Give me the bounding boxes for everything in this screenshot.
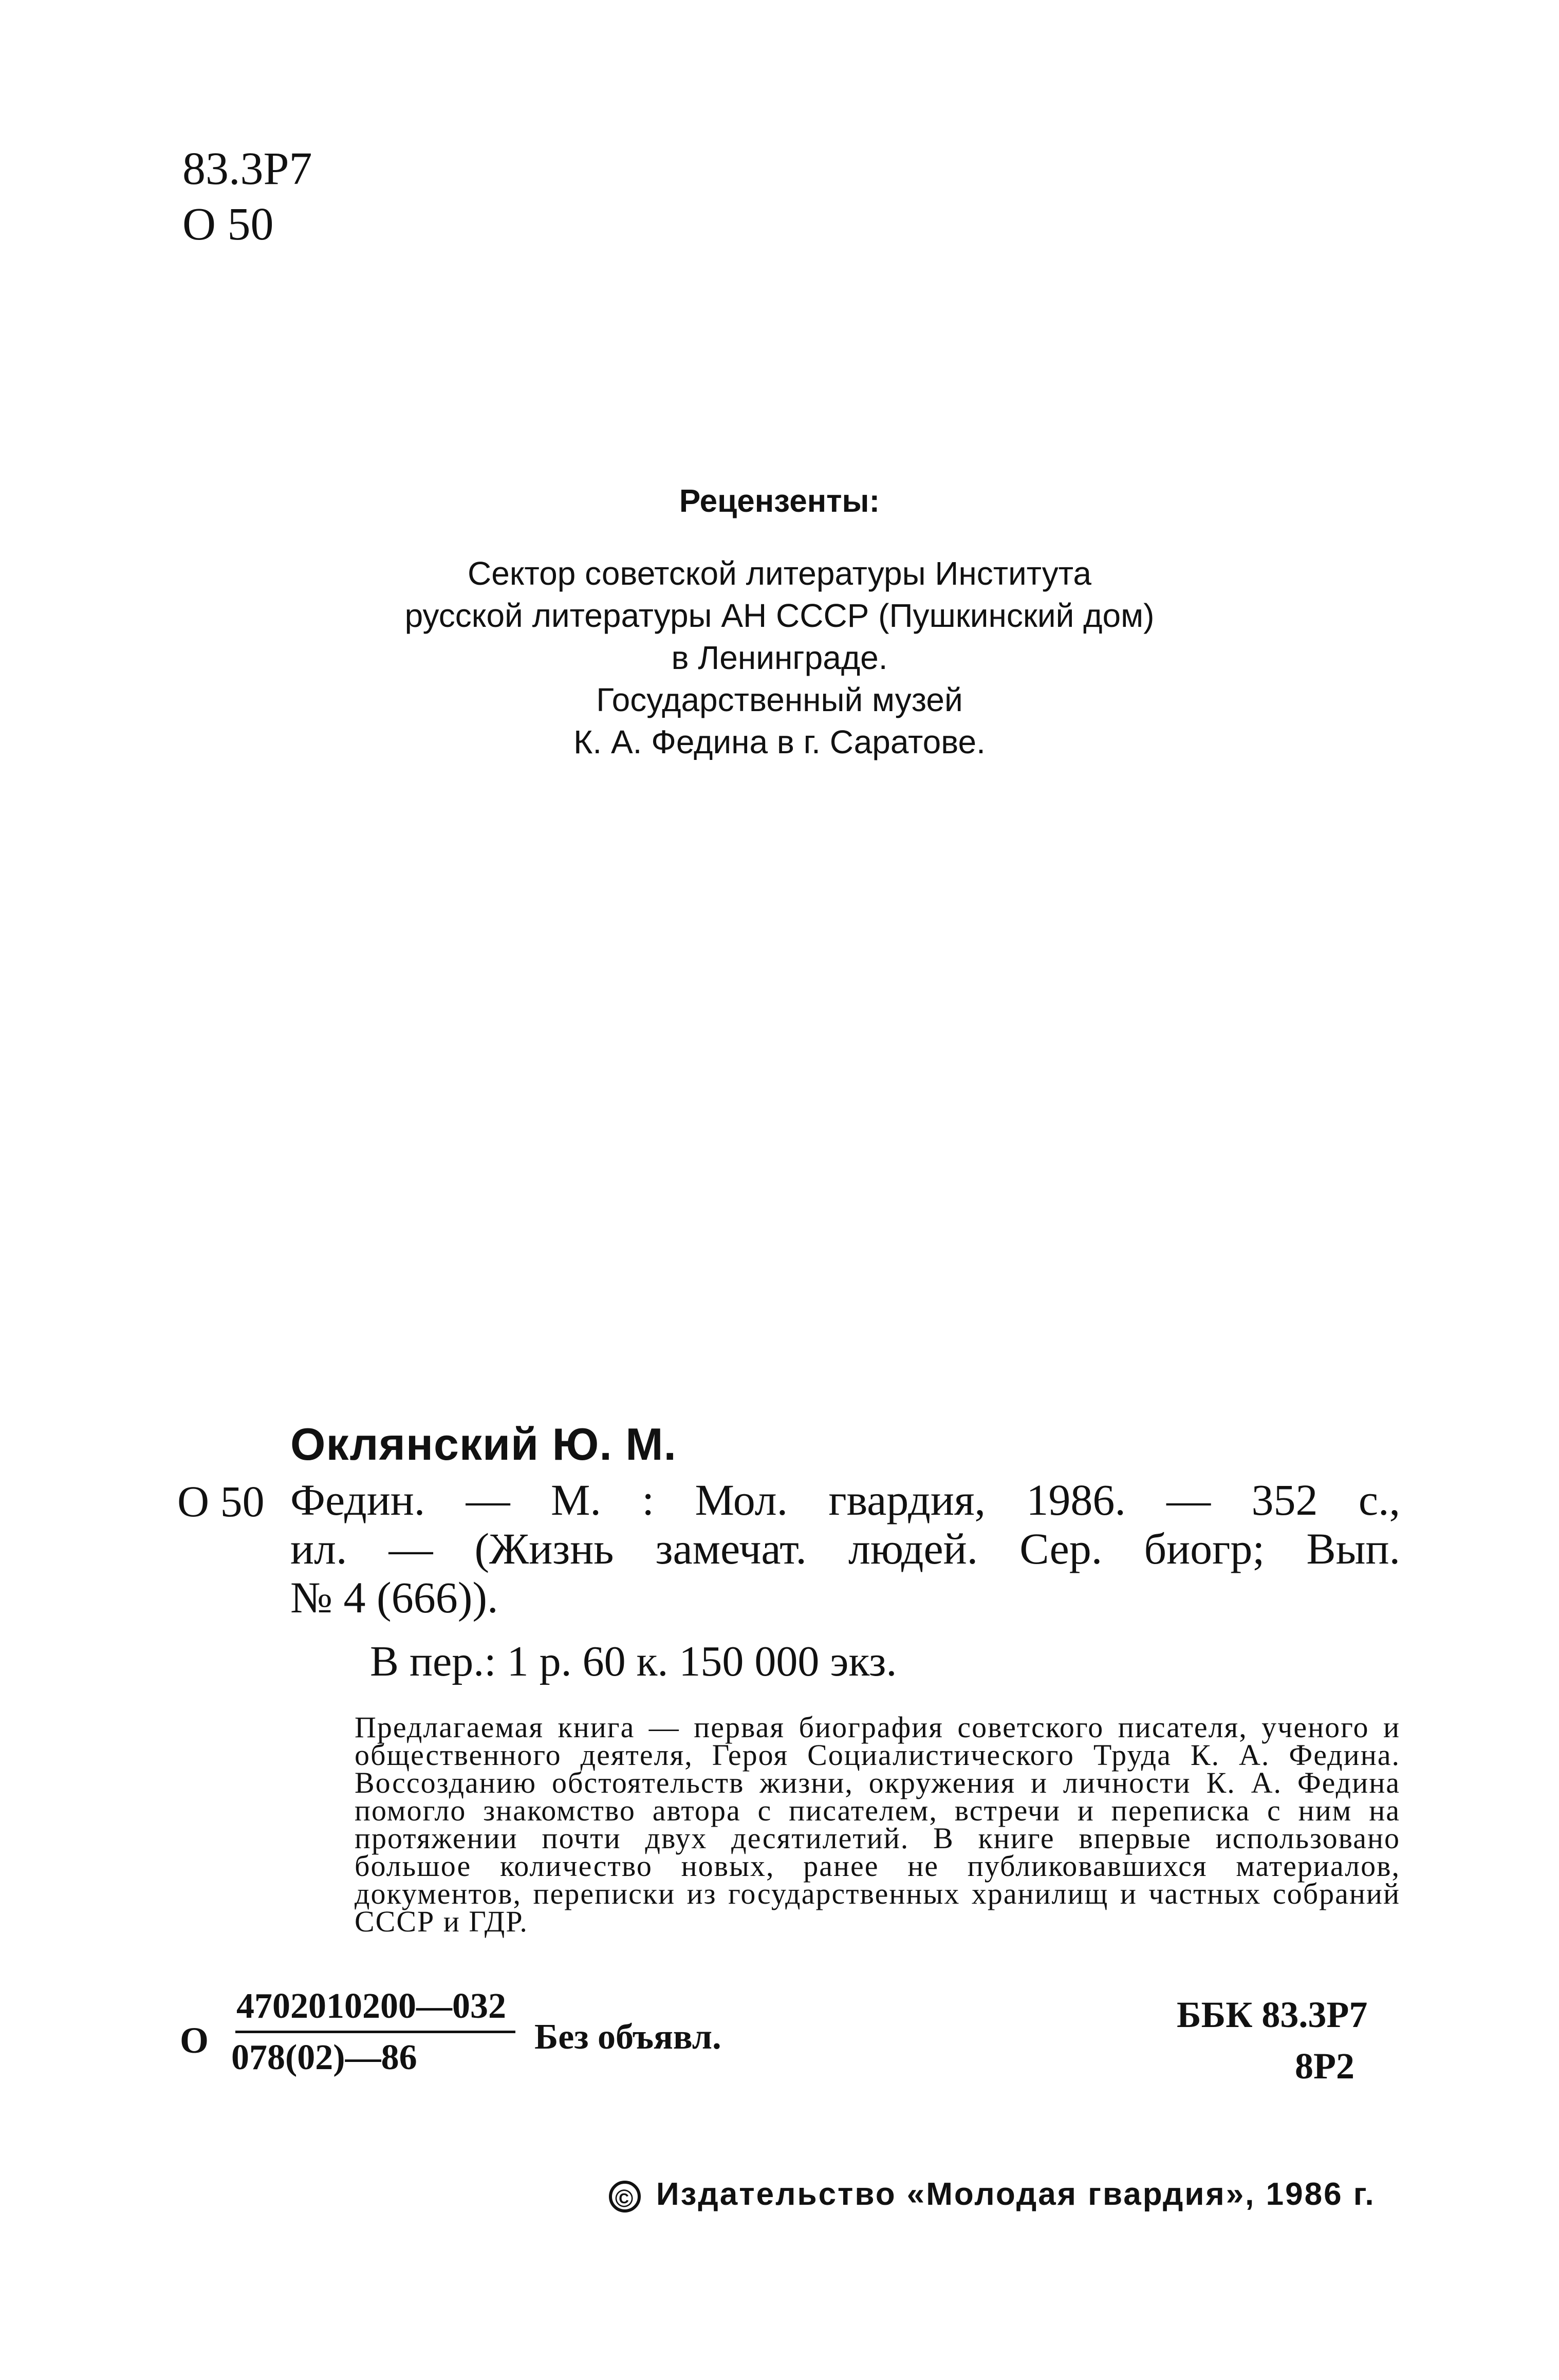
fraction-line xyxy=(235,2031,515,2033)
bbk-code-secondary: 8Р2 xyxy=(1295,2046,1354,2087)
author-name: Оклянский Ю. М. xyxy=(290,1419,677,1470)
copyright-icon: © xyxy=(609,2181,641,2212)
call-number: О 50 xyxy=(177,1477,265,1526)
reviewers-line: в Ленинграде. xyxy=(671,639,888,676)
reviewers-block xyxy=(0,552,1559,763)
price-and-print-run: В пер.: 1 р. 60 к. 150 000 экз. xyxy=(370,1638,897,1685)
copyright-text: Издательство «Молодая гвардия», 1986 г. xyxy=(656,2177,1376,2212)
code-letter: О xyxy=(180,2020,209,2061)
bibliographic-description xyxy=(290,1476,1400,1622)
reviewers-line: К. А. Федина в г. Саратове. xyxy=(573,723,986,760)
classification-code xyxy=(182,141,312,252)
bib-line: Федин. — М. : Мол. гвардия, 1986. — 352 с., xyxy=(290,1475,1400,1524)
code-numerator: 4702010200—032 xyxy=(236,1986,506,2026)
reviewers-line: Государственный музей xyxy=(596,681,963,718)
copyright-notice xyxy=(609,2176,1376,2212)
reviewers-title: Рецензенты: xyxy=(679,484,880,519)
reviewers-line: Сектор советской литературы Института xyxy=(468,555,1091,592)
code-denominator: 078(02)—86 xyxy=(231,2038,417,2077)
bib-line: № 4 (666)). xyxy=(290,1573,498,1622)
bbk-code: ББК 83.3Р7 xyxy=(1177,1994,1368,2035)
no-advertisement-note: Без объявл. xyxy=(534,2017,721,2057)
bib-line: ил. — (Жизнь замечат. людей. Сер. биогр; Вып. xyxy=(290,1524,1400,1573)
classification-line-1: 83.3Р7 xyxy=(182,143,312,194)
reviewers-line: русской литературы АН СССР (Пушкинский дом) xyxy=(404,597,1155,634)
book-annotation: Предлагаемая книга — первая биография советского писателя, ученого и общественного деятеля, Героя Социалистического Труда К. А. Федина. Воссозданию обстоятельств жизни, окружения и личности К. А. Федина помогло знакомство автора с писателем, встречи и переписка с ним на протяжении почти двух десятилетий. В книге впервые использовано большое количество новых, ранее не публиковавшихся материалов, документов, переписки из государственных хранилищ и частных собраний СССР и ГДР. xyxy=(355,1710,1400,1938)
classification-line-2: О 50 xyxy=(182,199,274,250)
